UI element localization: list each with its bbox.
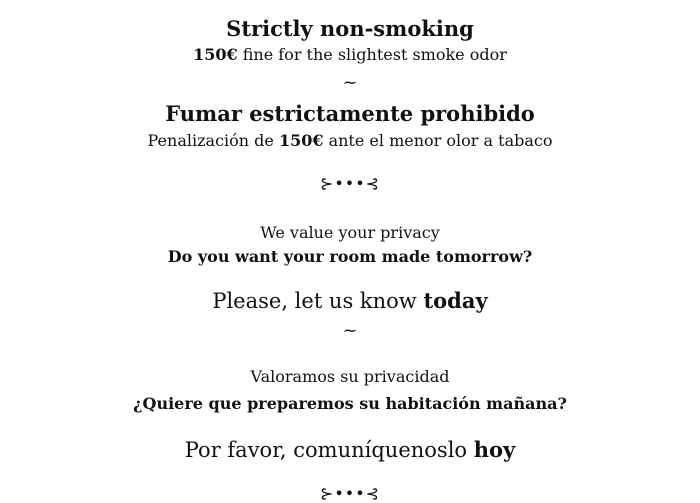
let-us-know-prefix: Please, let us know bbox=[212, 289, 424, 313]
room-question-es: ¿Quiere que preparemos su habitación mañana? bbox=[133, 394, 567, 413]
room-question-en: Do you want your room made tomorrow? bbox=[167, 247, 533, 266]
tilde-separator: ~ bbox=[342, 320, 358, 341]
privacy-heading-es: Valoramos su privacidad bbox=[250, 367, 450, 386]
fine-text-en: fine for the slightest smoke odor bbox=[237, 45, 507, 64]
let-us-know-en bbox=[0, 290, 700, 312]
fine-amount-en: 150€ bbox=[193, 45, 238, 64]
por-favor-hoy: hoy bbox=[473, 437, 516, 462]
no-smoking-title-es: Fumar estrictamente prohibido bbox=[165, 101, 535, 126]
fine-suffix-es: ante el menor olor a tabaco bbox=[323, 131, 553, 150]
ornament-divider: ⊱•••⊰ bbox=[319, 484, 381, 503]
ornament-divider: ⊱•••⊰ bbox=[319, 174, 381, 193]
smoking-fine-en bbox=[0, 47, 700, 63]
let-us-know-today: today bbox=[423, 288, 488, 313]
privacy-heading-en: We value your privacy bbox=[260, 223, 440, 242]
por-favor-prefix: Por favor, comuníquenoslo bbox=[184, 438, 474, 462]
tilde-separator: ~ bbox=[342, 72, 358, 93]
smoking-fine-es bbox=[0, 133, 700, 149]
fine-amount-es: 150€ bbox=[278, 131, 324, 150]
fine-prefix-es: Penalización de bbox=[147, 131, 279, 150]
no-smoking-title-en: Strictly non-smoking bbox=[226, 16, 474, 41]
let-us-know-es bbox=[0, 439, 700, 461]
